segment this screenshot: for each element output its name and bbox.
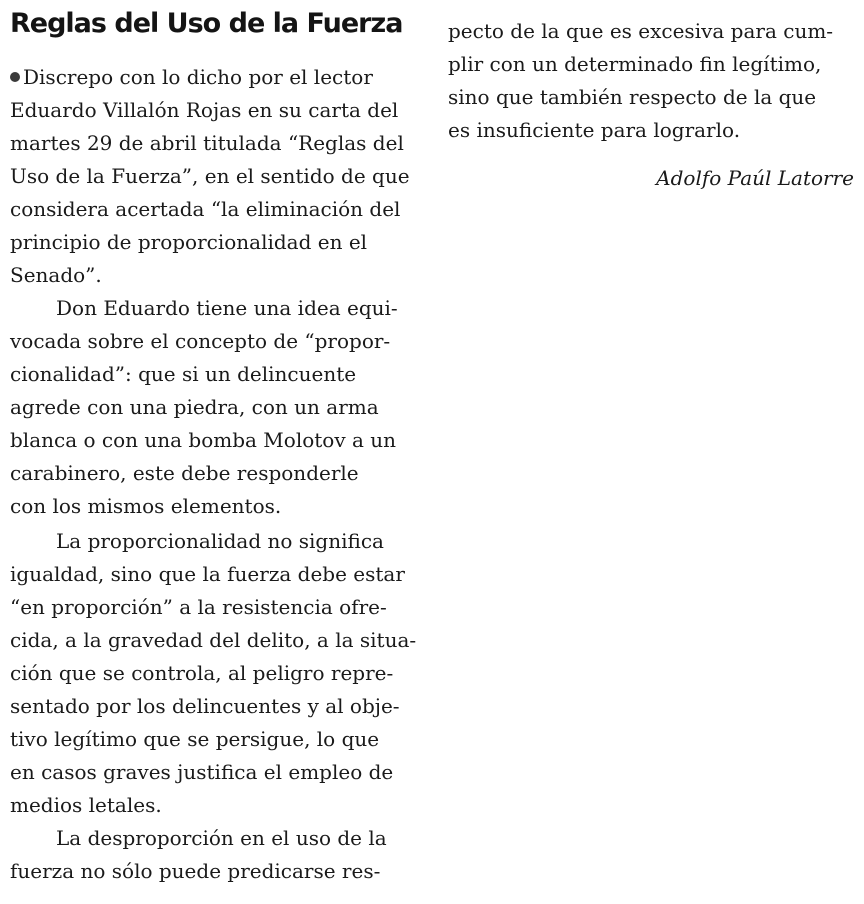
text-line: plir con un determinado fin legítimo,: [448, 52, 822, 76]
text-line-content: Discrepo con lo dicho por el lector: [23, 65, 373, 89]
text-line: blanca o con una bomba Molotov a un: [10, 428, 397, 452]
text-line: Senado”.: [10, 263, 102, 287]
text-line: fuerza no sólo puede predicarse res-: [10, 859, 381, 883]
text-line: pecto de la que es excesiva para cum-: [448, 19, 834, 43]
text-line: Eduardo Villalón Rojas en su carta del: [10, 98, 399, 122]
text-line: La desproporción en el uso de la: [56, 826, 387, 850]
bullet-icon: [10, 72, 20, 82]
text-line: sino que también respecto de la que: [448, 85, 817, 109]
text-line: ción que se controla, al peligro repre-: [10, 661, 394, 685]
text-line: es insuficiente para lograrlo.: [448, 118, 741, 142]
text-line: vocada sobre el concepto de “propor-: [10, 329, 391, 353]
text-line: Uso de la Fuerza”, en el sentido de que: [10, 164, 410, 188]
text-line: considera acertada “la eliminación del: [10, 197, 401, 221]
text-line: tivo legítimo que se persigue, lo que: [10, 727, 380, 751]
text-line: sentado por los delincuentes y al obje-: [10, 694, 400, 718]
text-line: igualdad, sino que la fuerza debe estar: [10, 562, 405, 586]
text-line: cida, a la gravedad del delito, a la situa-: [10, 628, 417, 652]
author-signature: Adolfo Paúl Latorre: [656, 166, 854, 190]
text-line: carabinero, este debe responderle: [10, 461, 359, 485]
text-line: martes 29 de abril titulada “Reglas del: [10, 131, 404, 155]
text-line: con los mismos elementos.: [10, 494, 282, 518]
text-line: [10, 61, 373, 94]
text-line: “en proporción” a la resistencia ofre-: [10, 595, 387, 619]
text-line: Don Eduardo tiene una idea equi-: [56, 296, 398, 320]
text-line: cionalidad”: que si un delincuente: [10, 362, 357, 386]
text-line: medios letales.: [10, 793, 162, 817]
text-line: agrede con una piedra, con un arma: [10, 395, 379, 419]
text-line: La proporcionalidad no significa: [56, 529, 384, 553]
text-line: principio de proporcionalidad en el: [10, 230, 368, 254]
article-headline: Reglas del Uso de la Fuerza: [10, 8, 403, 39]
text-line: en casos graves justifica el empleo de: [10, 760, 394, 784]
